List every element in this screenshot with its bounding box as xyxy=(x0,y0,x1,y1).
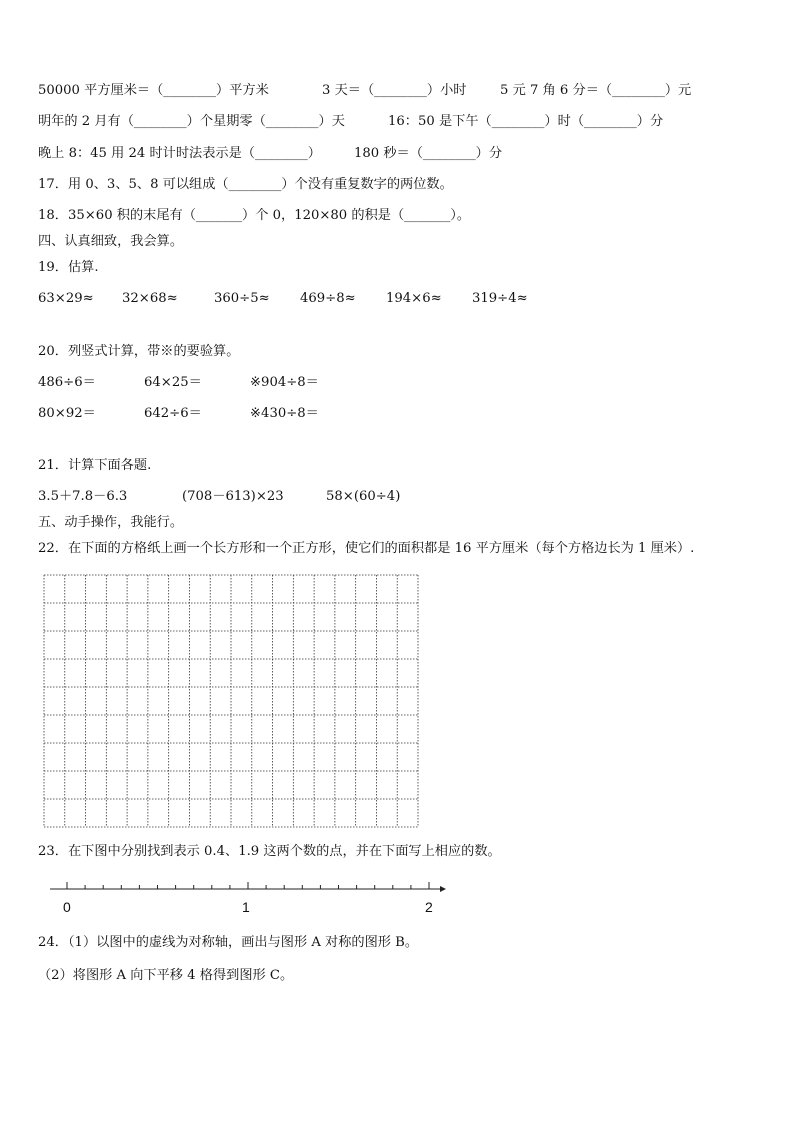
question-22: 22．在下面的方格纸上画一个长方形和一个正方形，使它们的面积都是 16 平方厘米（每个方格边长为 1 厘米）. xyxy=(38,541,695,556)
number-line xyxy=(50,876,450,906)
blank-24-hour-time: 晚上 8：45 用 24 时计时法表示是（________） xyxy=(38,146,321,161)
question-19: 19．估算. xyxy=(38,260,99,275)
question-24-part-1: 24．（1）以图中的虚线为对称轴，画出与图形 A 对称的图形 B。 xyxy=(38,935,419,950)
number-line-label-1: 1 xyxy=(242,899,250,915)
compute-item: 58×(60÷4) xyxy=(326,489,401,504)
compute-item: (708－613)×23 xyxy=(182,489,284,504)
estimate-item: 194×6≈ xyxy=(386,291,442,306)
calc-item: ※904÷8＝ xyxy=(250,375,319,390)
blank-afternoon-time: 16：50 是下午（________）时（________）分 xyxy=(388,114,664,129)
calc-item: 486÷6＝ xyxy=(38,375,96,390)
question-17: 17．用 0、3、5、8 可以组成（________）个没有重复数字的两位数。 xyxy=(38,177,453,192)
estimate-item: 63×29≈ xyxy=(38,291,94,306)
calc-item: 64×25＝ xyxy=(144,375,202,390)
question-20: 20．列竖式计算，带※的要验算。 xyxy=(38,344,240,359)
number-line-label-2: 2 xyxy=(425,899,433,915)
compute-item: 3.5＋7.8－6.3 xyxy=(38,489,128,504)
grid-paper xyxy=(42,573,420,829)
question-23: 23．在下图中分别找到表示 0.4、1.9 这两个数的点，并在下面写上相应的数。 xyxy=(38,844,501,859)
section-5-heading: 五、动手操作，我能行。 xyxy=(38,515,184,530)
blank-february-weeks: 明年的 2 月有（________）个星期零（________）天 xyxy=(38,114,345,129)
question-21: 21．计算下面各题. xyxy=(38,458,152,473)
calc-item: 80×92＝ xyxy=(38,406,96,421)
estimate-item: 360÷5≈ xyxy=(214,291,270,306)
section-4-heading: 四、认真细致，我会算。 xyxy=(38,234,184,249)
calc-item: ※430÷8＝ xyxy=(250,406,319,421)
question-18: 18．35×60 积的末尾有（_______）个 0，120×80 的积是（_______）。 xyxy=(38,208,471,223)
estimate-item: 469÷8≈ xyxy=(300,291,356,306)
estimate-item: 319÷4≈ xyxy=(472,291,528,306)
question-24-part-2: （2）将图形 A 向下平移 4 格得到图形 C。 xyxy=(38,968,294,983)
blank-money-conversion: 5 元 7 角 6 分＝（________）元 xyxy=(500,83,692,98)
calc-item: 642÷6＝ xyxy=(144,406,202,421)
estimate-item: 32×68≈ xyxy=(122,291,178,306)
blank-days-hours: 3 天＝（________）小时 xyxy=(322,83,467,98)
blank-area-conversion: 50000 平方厘米＝（________）平方米 xyxy=(38,83,269,98)
blank-seconds-minutes: 180 秒＝（________）分 xyxy=(354,146,503,161)
number-line-label-0: 0 xyxy=(63,899,71,915)
arrow-icon xyxy=(440,886,446,892)
